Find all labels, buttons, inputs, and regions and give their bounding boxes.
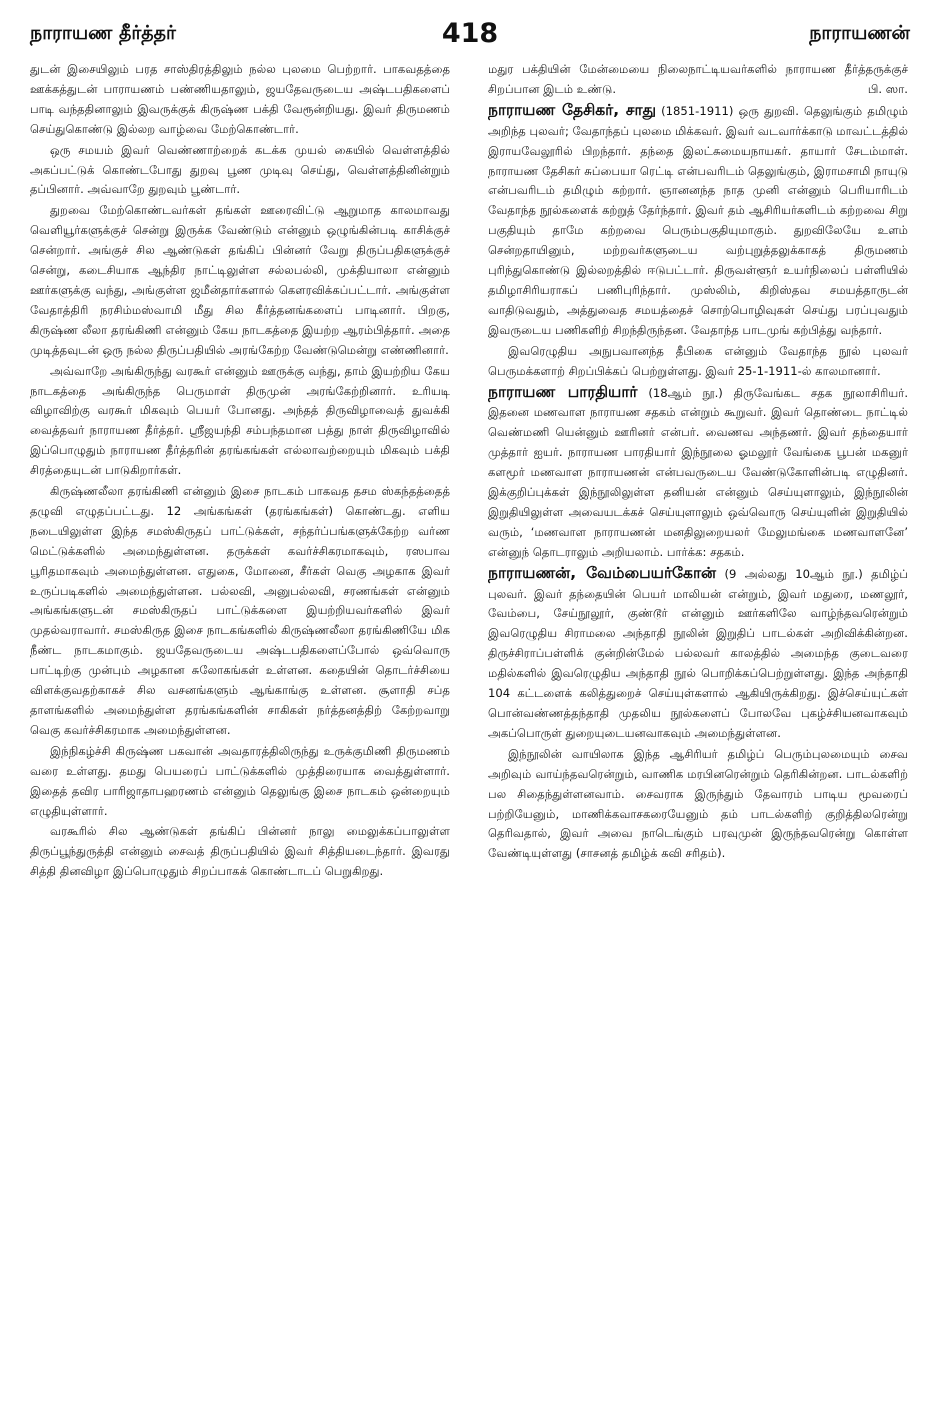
paragraph: வரகூரில் சில ஆண்டுகள் தங்கிப் பின்னர் நாலு மைலுக்கப்பாலுள்ள திருப்பூந்துருத்தி என்னும் சைவத் திருப்பதியில் இவர் சித்தியடைந்தார். இவரது சித்தி தினவிழா இப்பொழுதும் சிறப்பாகக் கொண்டாடப் பெறுகிறது. xyxy=(30,824,450,879)
continuation-text: மதுர பக்தியின் மேன்மையை நிலைநாட்டியவர்களில் நாராயண தீர்த்தருக்குச் சிறப்பான இடம் உண்டு. xyxy=(488,62,908,96)
entry-title: நாராயண பாரதியார் xyxy=(488,382,638,401)
paragraph: அவ்வாறே அங்கிருந்து வரகூர் என்னும் ஊருக்கு வந்து, தாம் இயற்றிய கேய நாடகத்தை அங்கிருந்த பெருமாள் திருமுன் அரங்கேற்றினார். உரியடி விழாவிற்கு வரகூர் மிகவும் பெயர் போனது. அந்தத் திருவிழாவைத் துவக்கி வைத்தவர் நாராயண தீர்த்தர். ஸ்ரீஜயந்தி சம்பந்தமான பத்து நாள் திருவிழாவில் இப்பொழுதும் நாராயண தீர்த்தரின் தரங்கங்கள் எல்லாவற்றையும் மிகவும் பக்தி சிரத்தையுடன் பாடுகிறார்கள். xyxy=(30,363,450,478)
continuation-paragraph xyxy=(488,60,908,100)
entry-paragraph xyxy=(488,101,908,341)
entry-text: தமிழ்ப் புலவர். இவர் தந்தையின் பெயர் மாலியன் என்றும், இவர் மதுரை, மணலூர், வேம்பை, சேய்நூலூர், குண்டூர் என்னும் ஊர்களிலே வாழ்ந்தவரென்றும் இவரெழுதிய சிராமலை அந்தாதி நூலின் இறுதிப் பாடல்கள் அறிவிக்கின்றன. திருச்சிராப்பள்ளிக் குன்றின்மேல் பல்லவர் காலத்தில் அமைந்த குடைவரை மதில்களில் இவரெழுதிய அந்தாதி நூல் பொறிக்கப்பெற்றுள்ளது. இந்த அந்தாதி 104 கட்டளைக் கலித்துறைச் செய்யுள்களால் ஆகியிருக்கிறது. இச்செய்யுட்கள் பொன்வண்ணத்தந்தாதி முதலிய நூல்களைப் போலவே புகழ்ச்சியனவாகவும் அகப்பொருள் துறையுடையனவாகவும் அமைந்துள்ளன. xyxy=(488,566,908,740)
entry-paragraph xyxy=(488,564,908,744)
paragraph: கிருஷ்ணலீலா தரங்கிணி என்னும் இசை நாடகம் பாகவத தசம ஸ்கந்தத்தைத் தழுவி எழுதப்பட்டது. 12 அங்கங்கள் (தரங்கங்கள்) கொண்டது. எளிய நடையிலுள்ள இந்த சமஸ்கிருதப் பாட்டுக்கள், சந்தர்ப்பங்களுக்கேற்ற வர்ண மெட்டுக்களில் அமைந்துள்ளன. தருக்கள் கவர்ச்சிகரமாகவும், ரஸபாவ பூரிதமாகவும் அமைந்துள்ளன. எதுகை, மோனை, சீர்கள் வெகு அழகாக இவர் உருப்படிகளில் அமைந்துள்ளன. பல்லவி, அனுபல்லவி, சரணங்கள் என்னும் அங்கங்களுடன் சமஸ்கிருதப் பாட்டுக்களை இயற்றியவர்களில் இவர் முதல்வராவார். சமஸ்கிருத இசை நாடகங்களில் கிருஷ்ணலீலா தரங்கிணியே மிக நீண்ட நாடகமாகும். ஜயதேவருடைய அஷ்டபதிகளைப்போல் ஒவ்வொரு பாட்டிற்கு முன்பும் அழகான சுலோகங்கள் உள்ளன. கதையின் தொடர்ச்சியை விளக்குவதற்காகச் சில வசனங்களும் ஆங்காங்கு உள்ளன. சூளாதி சப்த தாளங்களில் அமைந்துள்ள தரங்கங்களின் சாகிகள் நர்த்தனத்திற் கேற்றவாறு வெகு கவர்ச்சிகரமாக அமைந்துள்ளன. xyxy=(30,484,450,737)
entry-title: நாராயணன், வேம்பையர்கோன் xyxy=(488,563,717,582)
entry-title: நாராயண தேசிகர், சாது xyxy=(488,100,657,119)
paragraph: துடன் இசையிலும் பரத சாஸ்திரத்திலும் நல்ல புலமை பெற்றார். பாகவதத்தை ஊக்கத்துடன் பாராயணம் பண்ணியதாலும், ஜயதேவருடைய அஷ்டபதிகளைப் பாடி வந்ததினாலும் இவருக்குக் கிருஷ்ண பக்தி வேரூன்றியது. இவர் திருமணம் செய்துகொண்டு இல்லற வாழ்வை மேற்கொண்டார். xyxy=(30,62,450,136)
entry-paragraph xyxy=(488,383,908,563)
right-column xyxy=(488,60,908,1400)
entry-dates: (18ஆம் நூ.) xyxy=(648,385,723,400)
entry-dates: (1851-1911) xyxy=(661,103,734,118)
entry-text: ஒரு துறவி. தெலுங்கும் தமிழும் அறிந்த புலவர்; வேதாந்தப் புலமை மிக்கவர். இவர் வடவார்க்காடு மாவட்டத்தில் இராயவேலூரில் பிறந்தார். தந்தை இலட்சுமையநாயகர். தாயார் சேடம்மாள். நாராயண தேசிகர் சுப்பையா ரெட்டி என்பவரிடம் தெலுங்கும், இராமசாமி நாயுடு என்பவரிடம் தமிழும் கற்றார். ஞானனந்த நாத முனி என்னும் பெரியாரிடம் வேதாந்த நூல்களைக் கற்றுத் தேர்ந்தார். இவர் தம் ஆசிரியர்களிடம் கற்றவை சிறு பகுதியும் தாமே கற்றவை பெரும்பகுதியுமாகும். துறவிலேயே உளம் சென்றதாயினும், மற்றவர்களுடைய வற்புறுத்தலுக்காகத் திருமணம் புரிந்துகொண்டு இல்லறத்தில் ஈடுபட்டார். திருவள்ளூர் உயர்நிலைப் பள்ளியில் தமிழாசிரியராகப் பணிபுரிந்தார். முஸ்லிம், கிறிஸ்தவ சமயத்தாருடன் வாதிடுவதும், அத்துவைத சமயத்தைச் சொற்பொழிவுகள் செய்து பரப்புவதும் இவருடைய பணிகளிற் சிறந்திருந்தன. வேதாந்த பாடமுங் கற்பித்து வந்தார். xyxy=(488,103,908,337)
left-column xyxy=(30,60,450,1400)
page-header xyxy=(30,18,910,58)
author-signature: பி. ஸா. xyxy=(867,81,908,96)
paragraph: இந்நூலின் வாயிலாக இந்த ஆசிரியர் தமிழ்ப் பெரும்புலமையும் சைவ அறிவும் வாய்ந்தவரென்றும், வாணிக மரபினரென்றும் தெரிகின்றன. பாடல்களிற் பல சிதைந்துள்ளனவாம். சைவராக இருந்தும் தேவாரம் பாடிய மூவரைப் பற்றியேனும், மாணிக்கவாசகரையேனும் தம் பாடல்களிற் குறித்திலரென்று தெரிவதால், இவர் அவை நாடெங்கும் பரவுமுன் இருந்தவரென்று கொள்ள வேண்டியுள்ளது (சாசனத் தமிழ்க் கவி சரிதம்). xyxy=(488,746,908,861)
entry-text: திருவேங்கட சதக நூலாசிரியர். இதனை மணவாள நாராயண சதகம் என்றும் கூறுவர். இவர் தொண்டை நாட்டில் வெண்மணி யென்னும் ஊரினர் என்பர். வைணவ அந்தணர். இவர் தந்தையார் முத்தார் ஐயர். நாராயண பாரதியார் இந்நூலை ஓமலூர் வேங்கை பூபன் மகனுர் களமூர் மணவாள நாராயணன் என்பவருடைய வேண்டுகோளின்படி எழுதினர். இக்குறிப்புக்கள் இந்நூலிலுள்ள தனியன் என்னும் செய்யுளாலும், இந்நூலின் இறுதியிலுள்ள அவையடக்கச் செய்யுளாலும் ஒவ்வொரு செய்யுளின் இறுதியில் வரும், ‘மணவாள நாராயணன் மனதிலுறையலர் மேலுமங்கை மணவாளனே’ என்னுந் தொடராலும் அறியலாம். பார்க்க: சதகம். xyxy=(488,385,908,559)
entry-dates: (9 அல்லது 10ஆம் நூ.) xyxy=(724,566,863,581)
running-head-left: நாராயண தீர்த்தர் xyxy=(30,22,176,44)
running-head-right: நாராயணன் xyxy=(809,22,910,44)
paragraph: துறவை மேற்கொண்டவர்கள் தங்கள் ஊரைவிட்டு ஆறுமாத காலமாவது வெளியூர்களுக்குச் சென்று இருக்க வேண்டும் என்னும் ஒழுங்கின்படி காசிக்குச் சென்றார். அங்குச் சில ஆண்டுகள் தங்கிப் பின்னர் வேறு திருப்பதிகளுக்குச் சென்று, கடைசியாக ஆந்திர நாட்டிலுள்ள சல்லபல்லி, முக்தியாலா என்னும் ஊர்களுக்கு வந்து, அங்குள்ள ஜமீன்தார்களால் கௌரவிக்கப்பட்டார். அங்குள்ள வேதாத்திரி நரசிம்மஸ்வாமி மீது சில கீர்த்தனங்களைப் பாடினார். பிறகு, கிருஷ்ண லீலா தரங்கிணி என்னும் கேய நாடகத்தை இயற்ற ஆரம்பித்தார். அதை முடித்தவுடன் ஒரு நல்ல திருப்பதியில் அரங்கேற்ற வேண்டுமென்று எண்ணினார். xyxy=(30,203,450,357)
paragraph: இந்நிகழ்ச்சி கிருஷ்ண பகவான் அவதாரத்திலிருந்து உருக்குமிணி திருமணம் வரை உள்ளது. தமது பெயரைப் பாட்டுக்களில் முத்திரையாக வைத்துள்ளார். இதைத் தவிர பாரிஜாதாபஹரணம் என்னும் தெலுங்கு இசை நாடகம் ஒன்றையும் எழுதியுள்ளார். xyxy=(30,743,450,818)
paragraph: இவரெழுதிய அநுபவானந்த தீபிகை என்னும் வேதாந்த நூல் புலவர் பெருமக்களாற் சிறப்பிக்கப் பெற்றுள்ளது. இவர் 25-1-1911-ல் காலமானார். xyxy=(488,343,908,378)
paragraph: ஒரு சமயம் இவர் வெண்ணாற்றைக் கடக்க முயல் கையில் வெள்ளத்தில் அகப்பட்டுக் கொண்டபோது துறவு பூண முடிவு செய்து, வெள்ளத்தினின்றும் தப்பினார். அவ்வாறே துறவும் பூண்டார். xyxy=(30,142,450,197)
page-number: 418 xyxy=(441,18,499,49)
